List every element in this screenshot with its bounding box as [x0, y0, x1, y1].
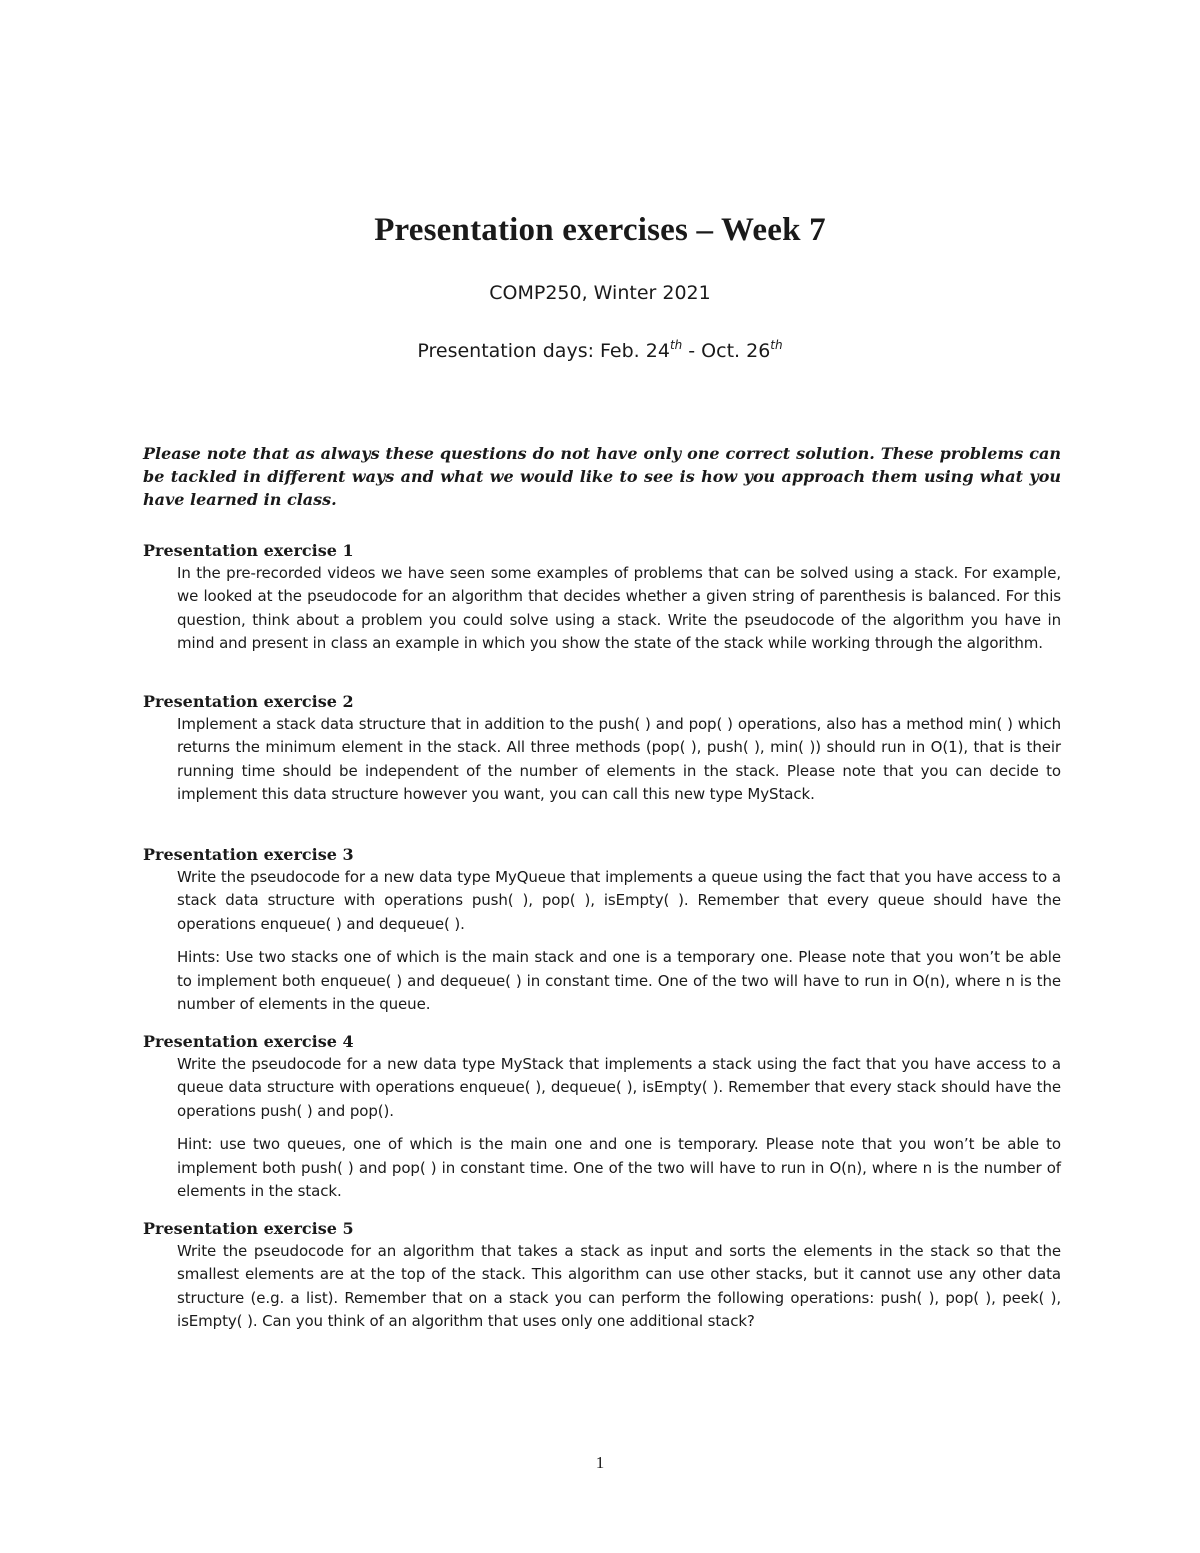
course-subtitle: COMP250, Winter 2021 — [489, 282, 711, 304]
exercise-5 — [143, 1217, 1061, 1334]
presentation-days-sup-start: th — [669, 338, 683, 352]
exercise-title: Presentation exercise 1 — [143, 541, 354, 560]
exercise-title: Presentation exercise 2 — [143, 692, 354, 711]
page-number: 1 — [595, 1453, 605, 1472]
exercise-title: Presentation exercise 4 — [143, 1032, 354, 1051]
presentation-days-start: Presentation days: Feb. 24 — [417, 340, 670, 362]
exercise-hint: Hint: use two queues, one of which is the main one and one is temporary. Please note that you won’t be able to implement both push( ) and pop( ) in constant time. One of the two will have to run in O(n), where n is the number of elements in the stack. — [177, 1135, 1061, 1201]
presentation-days-end: - Oct. 26 — [682, 340, 771, 362]
exercise-paragraph: Implement a stack data structure that in addition to the push( ) and pop( ) operations, also has a method min( ) which returns the minimum element in the stack. All three methods (pop( ), push( ), min( )) should run in O(1), that is their running time should be independent of the number of elements in the stack. Please note that you can decide to implement this data structure however you want, you can call this new type MyStack. — [177, 715, 1061, 804]
exercise-paragraph: Write the pseudocode for an algorithm that takes a stack as input and sorts the elements in the stack so that the smallest elements are at the top of the stack. This algorithm can use other stacks, but it cannot use any other data structure (e.g. a list). Remember that on a stack you can perform the following operations: push( ), pop( ), peek( ), isEmpty( ). Can you think of an algorithm that uses only one additional stack? — [177, 1242, 1061, 1331]
page-title: Presentation exercises – Week 7 — [374, 212, 826, 248]
exercise-title: Presentation exercise 3 — [143, 845, 354, 864]
exercise-paragraph: In the pre-recorded videos we have seen some examples of problems that can be solved using a stack. For example, we looked at the pseudocode for an algorithm that decides whether a given string of parenthesis is balanced. For this question, think about a problem you could solve using a stack. Write the pseudocode of the algorithm you have in mind and present in class an example in which you show the state of the stack while working through the algorithm. — [177, 564, 1061, 653]
exercise-2 — [143, 690, 1061, 807]
presentation-days-sup-end: th — [770, 338, 783, 352]
exercise-4 — [143, 1030, 1061, 1203]
exercise-title: Presentation exercise 5 — [143, 1219, 354, 1238]
exercise-paragraph: Write the pseudocode for a new data type MyQueue that implements a queue using the fact that you have access to a stack data structure with operations push( ), pop( ), isEmpty( ). Remember that every queue should have the operations enqueue( ) and dequeue( ). — [177, 868, 1061, 933]
exercise-3 — [143, 843, 1061, 1016]
exercise-hint: Hints: Use two stacks one of which is the main stack and one is a temporary one. Please note that you won’t be able to implement both enqueue( ) and dequeue( ) in constant time. One of the two will have to run in O(n), where n is the number of elements in the queue. — [177, 948, 1061, 1014]
exercise-paragraph: Write the pseudocode for a new data type MyStack that implements a stack using the fact that you have access to a queue data structure with operations enqueue( ), dequeue( ), isEmpty( ). Remember that every stack should have the operations push( ) and pop(). — [177, 1055, 1061, 1120]
exercise-1 — [143, 539, 1061, 656]
presentation-days — [0, 340, 1200, 362]
important-note: Please note that as always these questions do not have only one correct solution. These problems can be tackled in different ways and what we would like to see is how you approach them using what you have learned in class. — [143, 444, 1061, 509]
